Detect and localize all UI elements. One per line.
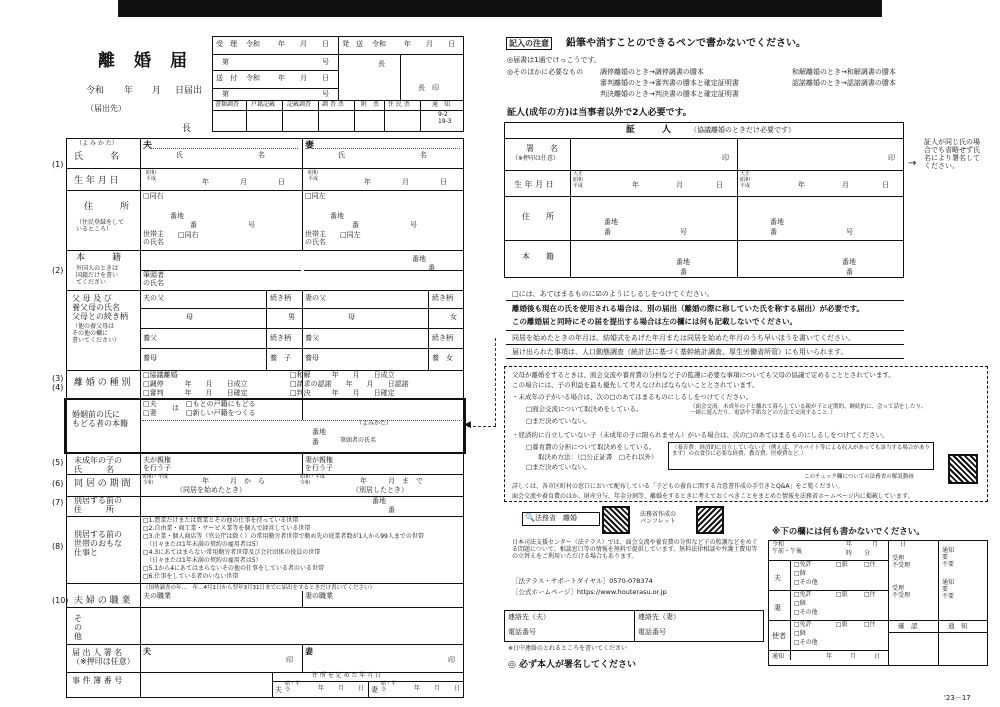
send-label: 送 付 bbox=[216, 74, 237, 82]
filing-era: 令和 bbox=[86, 86, 105, 96]
maiden-wife[interactable]: □妻 bbox=[143, 409, 157, 417]
witness-title: 証人(成年の方)は当事者以外で2人必要です。 bbox=[507, 108, 692, 118]
visitation-agreed[interactable]: □面会交流について取決めをしている。 bbox=[526, 405, 643, 413]
create-new-register[interactable]: □新しい戸籍をつくる bbox=[186, 409, 256, 417]
search-icon: 🔍 bbox=[525, 513, 535, 522]
type-judgment[interactable]: □判決 年 月 日確定 bbox=[290, 389, 395, 397]
must-sign: ◎ 必ず本人が署名してください bbox=[508, 660, 636, 670]
form-code: '23－17 bbox=[944, 694, 971, 702]
filing-day: 日届出 bbox=[175, 86, 203, 96]
chief-suffix: 長 bbox=[182, 124, 192, 134]
maiden-husband[interactable]: □夫 bbox=[143, 400, 157, 408]
receive-label: 受 理 bbox=[216, 40, 237, 48]
wife-col: 妻 bbox=[305, 141, 315, 151]
qr-code-icon[interactable] bbox=[948, 454, 978, 484]
notification-to: （届出先） bbox=[86, 104, 126, 113]
chief-seal: 長 印 bbox=[418, 84, 439, 92]
occupation-4[interactable]: □4.3にあてはまらない常用勤労者世帯及び会社団体の役員の世帯 bbox=[143, 549, 321, 556]
form-title: 離 婚 届 bbox=[98, 51, 188, 71]
name-label: 氏 名 bbox=[74, 152, 120, 162]
occupation-6[interactable]: □6.仕事をしている者のいない世帯 bbox=[143, 573, 239, 580]
agreement-method[interactable]: 取決め方法：（□公正証書 □それ以外） bbox=[538, 453, 658, 461]
arrow-right-icon: → bbox=[908, 158, 917, 169]
address-same-right[interactable]: □同右 bbox=[143, 192, 164, 200]
head-same-left[interactable]: □同左 bbox=[340, 231, 361, 239]
filing-month: 月 bbox=[152, 86, 162, 96]
occupation-3[interactable]: □3.企業・個人商店等（官公庁は除く）の常用勤労者世帯で勤め先の従業者数が1人から99人までの世帯 bbox=[143, 533, 424, 540]
qr-code-icon[interactable] bbox=[602, 506, 630, 534]
notes-title: 記入の注意 bbox=[509, 39, 549, 48]
type-settlement[interactable]: □和解 年 月 日成立 bbox=[290, 371, 395, 379]
type-acknowledgment[interactable]: □請求の認諾 年 月 日認諾 bbox=[290, 380, 409, 388]
support-undecided[interactable]: □まだ決めていない。 bbox=[526, 463, 591, 471]
occupation-5[interactable]: □5.1から4にあてはまらないその他の仕事をしている者のいる世帯 bbox=[143, 565, 325, 572]
occupation-1[interactable]: □1.農業だけまたは農業とその他の仕事を持っている世帯 bbox=[143, 517, 299, 524]
notes-headline: 鉛筆や消すことのできるペンで書かないでください。 bbox=[566, 38, 806, 49]
occupation-2[interactable]: □2.自由業・商工業・サービス業等を個人で経営している世帯 bbox=[143, 525, 311, 532]
qr-code-icon[interactable] bbox=[696, 506, 724, 534]
type-agreement[interactable]: □協議離婚 bbox=[143, 371, 178, 379]
filing-year: 年 bbox=[124, 86, 134, 96]
top-black-bar bbox=[118, 0, 882, 17]
witness-table bbox=[504, 122, 904, 278]
type-adjudication[interactable]: □審判 年 月 日確定 bbox=[143, 389, 248, 397]
return-to-original[interactable]: □もとの戸籍にもどる bbox=[186, 400, 256, 408]
support-agreed[interactable]: □養育費の分担について取決めをしている。 bbox=[526, 443, 656, 451]
dispatch-label: 発 送 bbox=[342, 40, 363, 48]
address-same-left[interactable]: □同左 bbox=[305, 192, 326, 200]
husband-col: 夫 bbox=[143, 141, 153, 151]
arrow-left-icon: ◀ bbox=[464, 420, 471, 430]
visitation-undecided[interactable]: □まだ決めていない。 bbox=[526, 417, 591, 425]
head-same-right[interactable]: □同右 bbox=[178, 231, 199, 239]
type-mediation[interactable]: □調停 年 月 日成立 bbox=[143, 380, 248, 388]
